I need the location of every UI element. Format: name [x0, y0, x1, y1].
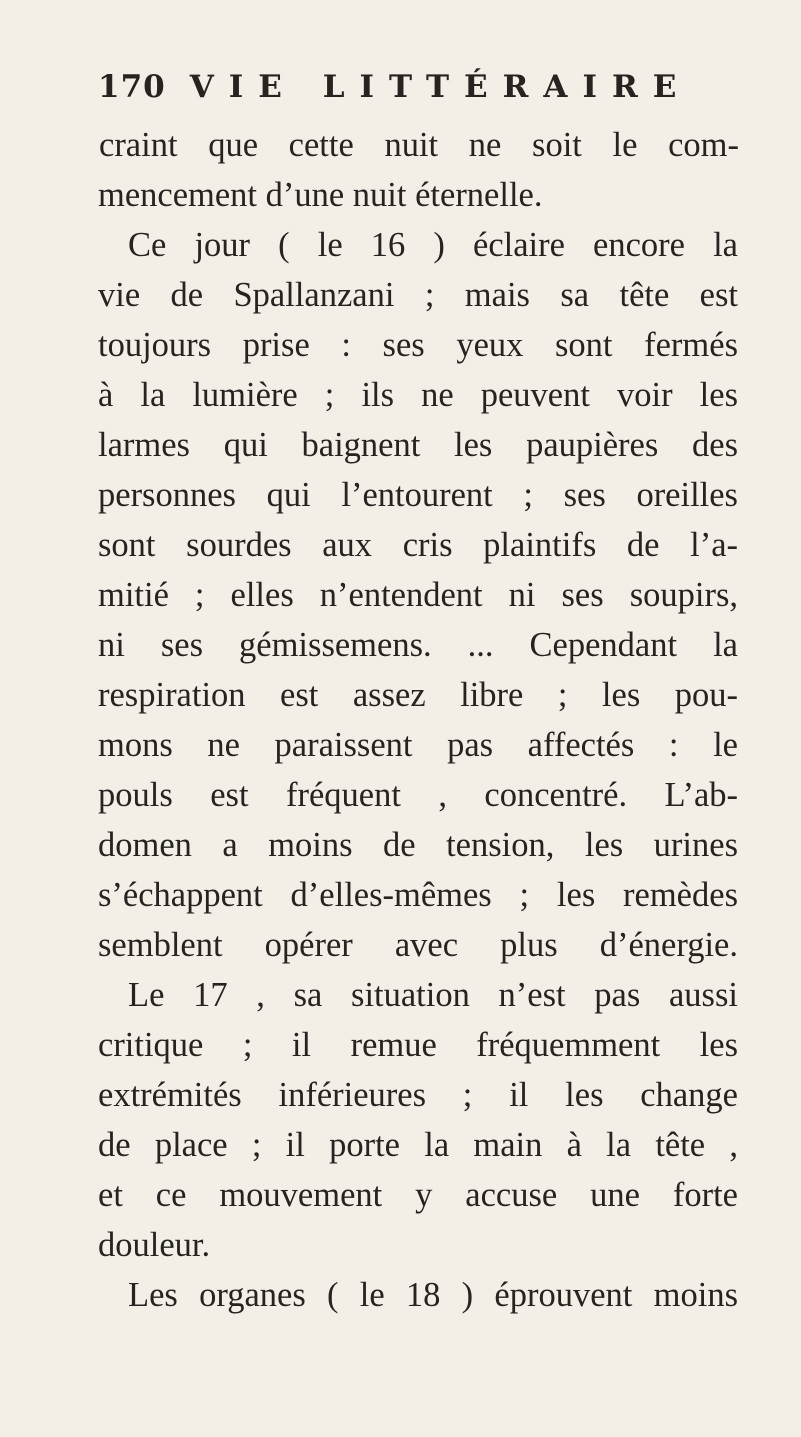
text-line: s’échappent d’elles-mêmes ; les remèdes: [98, 876, 738, 914]
text-line: mons ne paraissent pas affectés : le: [98, 726, 738, 764]
text-line: semblent opérer avec plus d’énergie.: [98, 926, 738, 964]
text-line: ni ses gémissemens. ... Cependant la: [98, 626, 738, 664]
text-line: de place ; il porte la main à la tête ,: [98, 1126, 738, 1164]
text-line: toujours prise : ses yeux sont fermés: [98, 326, 738, 364]
text-line: critique ; il remue fréquemment les: [98, 1026, 738, 1064]
text-line: domen a moins de tension, les urines: [98, 826, 738, 864]
running-head: [98, 62, 738, 112]
text-line: personnes qui l’entourent ; ses oreilles: [98, 476, 738, 514]
text-line: respiration est assez libre ; les pou-: [98, 676, 738, 714]
text-line: Les organes ( le 18 ) éprouvent moins: [128, 1276, 738, 1314]
text-line: et ce mouvement y accuse une forte: [98, 1176, 738, 1214]
text-line: à la lumière ; ils ne peuvent voir les: [98, 376, 738, 414]
text-line: mencement d’une nuit éternelle.: [98, 176, 543, 214]
text-line: craint que cette nuit ne soit le com-: [99, 126, 739, 164]
text-line: pouls est fréquent , concentré. L’ab-: [98, 776, 738, 814]
text-line: Ce jour ( le 16 ) éclaire encore la: [128, 226, 738, 264]
running-title: VIE LITTÉRAIRE: [189, 69, 692, 105]
text-line: extrémités inférieures ; il les change: [98, 1076, 738, 1114]
text-line: Le 17 , sa situation n’est pas aussi: [128, 976, 738, 1014]
text-line: larmes qui baignent les paupières des: [98, 426, 738, 464]
text-line: douleur.: [98, 1226, 211, 1264]
page-number: 170: [98, 69, 166, 105]
text-line: vie de Spallanzani ; mais sa tête est: [98, 276, 738, 314]
text-line: sont sourdes aux cris plaintifs de l’a-: [98, 526, 738, 564]
text-line: mitié ; elles n’entendent ni ses soupirs,: [98, 576, 738, 614]
